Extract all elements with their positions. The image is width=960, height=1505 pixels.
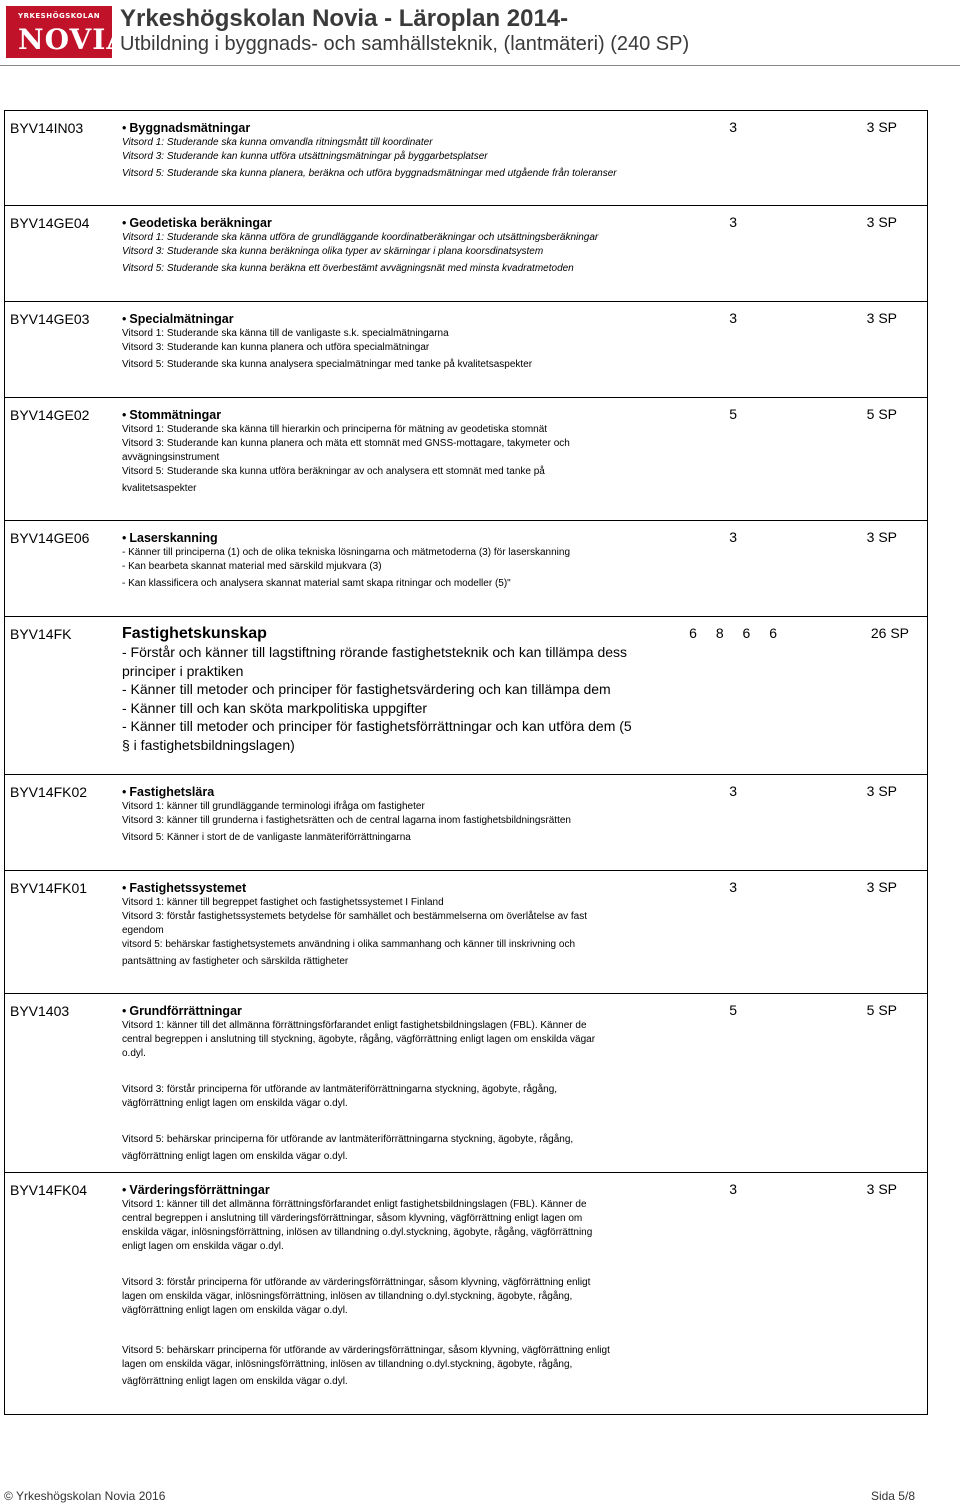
credit-distribution: 3 xyxy=(729,119,737,135)
course-line: Vitsord 5: Studerande ska kunna planera, beräkna och utföra byggnadsmätningar med utgående från toleranser xyxy=(122,168,617,179)
course-line: Vitsord 1: Studerande ska känna till hierarkin och principerna för mätning av geodetiska stomnät xyxy=(122,424,548,435)
course-line: pantsättning av fastigheter och särskilda rättigheter xyxy=(122,956,349,967)
course-line: enligt lagen om enskilda vägar o.dyl. xyxy=(122,1241,284,1252)
course-line: - Känner till och kan sköta markpolitiska uppgifter xyxy=(122,699,428,716)
course-code: BYV14FK04 xyxy=(10,1182,88,1198)
course-line: Vitsord 1: känner till begreppet fastighet och fastighetssystemet I Finland xyxy=(122,897,444,908)
course-line: enskilda vägar, inlösningsförrättning, inlösen av tillandning o.dyl.styckning, ägobyte, rågång, vägförrättning xyxy=(122,1227,593,1238)
table-row xyxy=(5,617,927,775)
credit-total: 26 SP xyxy=(870,625,909,641)
page-title: Yrkeshögskolan Novia - Läroplan 2014- xyxy=(120,5,569,32)
course-line: lagen om enskilda vägar, inlösningsförrättning, inlösen av tillandning o.dyl.styckning, ägobyte, rågång, xyxy=(122,1359,573,1370)
curriculum-table xyxy=(4,110,928,1415)
course-line: Vitsord 1: känner till grundläggande terminologi ifråga om fastigheter xyxy=(122,801,425,812)
credit-distribution: 5 xyxy=(729,406,737,422)
course-line: - Känner till metoder och principer för fastighetsförrättningar och kan utföra dem (5 xyxy=(122,718,632,735)
header-divider xyxy=(0,65,960,66)
course-line: kvalitetsaspekter xyxy=(122,483,197,494)
footer-page-number: Sida 5/8 xyxy=(870,1489,915,1503)
course-line: Vitsord 1: Studerande ska känna till de vanligaste s.k. specialmätningarna xyxy=(122,328,449,339)
course-line: Vitsord 5: behärskar principerna för utförande av lantmäteriförrättningarna styckning, ägobyte, rågång, xyxy=(122,1134,574,1145)
course-title: • Stommätningar xyxy=(122,408,222,422)
credit-distribution: 3 xyxy=(729,529,737,545)
course-line: Vitsord 5: Studerande ska kunna beräkna ett överbestämt avvägningsnät med minsta kvadratmetoden xyxy=(122,263,574,274)
course-line: Vitsord 3: Studerande kan kunna planera och mäta ett stomnät med GNSS-mottagare, takymeter och xyxy=(122,438,570,449)
course-line: vägförrättning enligt lagen om enskilda vägar o.dyl. xyxy=(122,1151,348,1162)
course-line: Vitsord 1: känner till det allmänna förrättningsförfarandet enligt fastighetsbildningslagen (FBL). Känner de xyxy=(122,1020,587,1031)
course-line: - Förstår och känner till lagstiftning rörande fastighetsteknik och kan tillämpa dess xyxy=(122,644,628,660)
course-description xyxy=(122,1003,682,1164)
course-line: Vitsord 3: Studerande ska kunna beräkninga olika typer av skärningar i plana koorsdinatsystem xyxy=(122,246,544,257)
course-line: o.dyl. xyxy=(122,1048,146,1059)
credit-distribution: 3 xyxy=(729,783,737,799)
credit-total: 3 SP xyxy=(866,214,897,230)
credit-total: 5 SP xyxy=(866,1002,897,1018)
credit-total: 3 SP xyxy=(866,879,897,895)
course-line: vägförrättning enligt lagen om enskilda vägar o.dyl. xyxy=(122,1098,348,1109)
course-line: lagen om enskilda vägar, inlösningsförrättning, inlösen av tillandning o.dyl.styckning, ägobyte, rågång, xyxy=(122,1291,573,1302)
course-line: - Kan bearbeta skannat material med särskild mjukvara (3) xyxy=(122,561,382,572)
logo-big-text: NOVIA xyxy=(18,23,130,56)
course-line: vitsord 5: behärskar fastighetsystemets användning i olika sammanhang och känner till inskrivning och xyxy=(122,939,576,950)
course-code: BYV14FK01 xyxy=(10,880,88,896)
course-description xyxy=(122,784,682,845)
credit-total: 3 SP xyxy=(866,119,897,135)
course-line: Vitsord 5: Studerande ska kunna utföra beräkningar av och analysera ett stomnät med tanke på xyxy=(122,466,545,477)
table-row xyxy=(5,1173,927,1414)
bullet-icon: • xyxy=(122,216,127,230)
course-line: Vitsord 1: Studerande ska kunna omvandla ritningsmått till koordinater xyxy=(122,137,433,148)
course-line: central begreppen i anslutning till värderingsförrättningar, såsom klyvning, vägförrättning enligt lagen om xyxy=(122,1213,583,1224)
credit-total: 3 SP xyxy=(866,529,897,545)
course-title: Fastighetskunskap xyxy=(122,625,267,642)
bullet-icon: • xyxy=(122,121,127,135)
course-line: Vitsord 3: förstår principerna för utförande av lantmäteriförrättningarna styckning, ägobyte, rågång, xyxy=(122,1084,558,1095)
page-subtitle: Utbildning i byggnads- och samhällsteknik, (lantmäteri) (240 SP) xyxy=(120,33,690,55)
credit-distribution: 3 xyxy=(729,1181,737,1197)
credit-distribution: 5 xyxy=(729,1002,737,1018)
course-title: • Grundförrättningar xyxy=(122,1004,242,1018)
course-line: - Kan klassificera och analysera skannat material samt skapa ritningar och modeller (5)" xyxy=(122,578,511,589)
course-line: Vitsord 5: Känner i stort de de vanligaste lanmäteriförrättningarna xyxy=(122,832,411,843)
course-line: Vitsord 3: Studerande kan kunna planera och utföra specialmätningar xyxy=(122,342,430,353)
bullet-icon: • xyxy=(122,531,127,545)
logo-small-text: YRKESHÖGSKOLAN xyxy=(18,12,101,20)
course-line: principer i praktiken xyxy=(122,662,244,679)
course-description xyxy=(122,530,682,591)
course-code: BYV14GE04 xyxy=(10,215,90,231)
credit-distribution: 3 xyxy=(729,214,737,230)
table-row xyxy=(5,775,927,871)
course-line: - Känner till metoder och principer för fastighetsvärdering och kan tillämpa dem xyxy=(122,681,611,698)
course-description xyxy=(122,407,682,496)
course-description xyxy=(122,215,682,276)
course-line: Vitsord 3: förstår principerna för utförande av värderingsförrättningar, såsom klyvning, vägförrättning enligt xyxy=(122,1277,591,1288)
course-code: BYV14FK02 xyxy=(10,784,88,800)
table-row xyxy=(5,302,927,398)
bullet-icon: • xyxy=(122,1183,127,1197)
credit-total: 5 SP xyxy=(866,406,897,422)
bullet-icon: • xyxy=(122,1004,127,1018)
credit-distribution: 3 xyxy=(729,879,737,895)
course-description xyxy=(122,120,682,181)
table-row xyxy=(5,111,927,206)
table-row xyxy=(5,206,927,302)
table-row xyxy=(5,994,927,1173)
novia-logo xyxy=(6,6,130,58)
credit-distribution: 3 xyxy=(729,310,737,326)
course-line: § i fastighetsbildningslagen) xyxy=(122,736,295,753)
course-code: BYV14FK xyxy=(10,626,72,642)
table-row xyxy=(5,871,927,994)
credit-total: 3 SP xyxy=(866,783,897,799)
course-line: Vitsord 5: Studerande ska kunna analysera specialmätningar med tanke på kvalitetsaspekter xyxy=(122,359,533,370)
course-line: Vitsord 1: känner till det allmänna förrättningsförfarandet enligt fastighetsbildningslagen (FBL). Känner de xyxy=(122,1199,587,1210)
course-description xyxy=(122,880,682,969)
course-title: • Byggnadsmätningar xyxy=(122,121,251,135)
course-line: central begreppen i anslutning till styckning, ägobyte, rågång, vägförrättning enligt lagen om enskilda vägar xyxy=(122,1034,596,1045)
course-code: BYV14GE02 xyxy=(10,407,90,423)
course-line: - Känner till principerna (1) och de olika tekniska lösningarna och mätmetoderna (3) för laserskanning xyxy=(122,547,571,558)
course-code: BYV14GE03 xyxy=(10,311,90,327)
course-title: • Fastighetslära xyxy=(122,785,215,799)
course-code: BYV1403 xyxy=(10,1003,70,1019)
bullet-icon: • xyxy=(122,881,127,895)
course-line: egendom xyxy=(122,925,164,936)
course-title: • Specialmätningar xyxy=(122,312,234,326)
course-title: • Geodetiska beräkningar xyxy=(122,216,272,230)
course-description xyxy=(122,311,682,372)
course-line: vägförrättning enligt lagen om enskilda vägar o.dyl. xyxy=(122,1305,348,1316)
course-line: avvägningsinstrument xyxy=(122,452,220,463)
bullet-icon: • xyxy=(122,312,127,326)
course-line: Vitsord 3: Studerande kan kunna utföra utsättningsmätningar på byggarbetsplatser xyxy=(122,151,488,162)
course-title: • Laserskanning xyxy=(122,531,218,545)
course-description xyxy=(122,1182,682,1389)
course-line: Vitsord 5: behärskarr principerna för utförande av värderingsförrättningar, såsom klyvning, vägförrättning enligt xyxy=(122,1345,610,1356)
course-code: BYV14GE06 xyxy=(10,530,90,546)
course-line: vägförrättning enligt lagen om enskilda vägar o.dyl. xyxy=(122,1376,348,1387)
course-title: • Värderingsförrättningar xyxy=(122,1183,270,1197)
bullet-icon: • xyxy=(122,785,127,799)
course-line: Vitsord 3: förstår fastighetssystemets betydelse för samhället och bestämmelserna om överlåtelse av fast xyxy=(122,911,588,922)
table-row xyxy=(5,521,927,617)
footer-copyright: © Yrkeshögskolan Novia 2016 xyxy=(4,1489,166,1503)
course-title: • Fastighetssystemet xyxy=(122,881,247,895)
course-code: BYV14IN03 xyxy=(10,120,84,136)
course-description xyxy=(122,624,682,755)
course-line: Vitsord 1: Studerande ska känna utföra de grundläggande koordinatberäkningar och utsättningsberäkningar xyxy=(122,232,599,243)
course-line: Vitsord 3: känner till grunderna i fastighetsrätten och de central lagarna inom fastighetsbildningsrätten xyxy=(122,815,571,826)
credit-total: 3 SP xyxy=(866,1181,897,1197)
credit-distribution: 6 8 6 6 xyxy=(689,625,777,641)
bullet-icon: • xyxy=(122,408,127,422)
credit-total: 3 SP xyxy=(866,310,897,326)
table-row xyxy=(5,398,927,521)
